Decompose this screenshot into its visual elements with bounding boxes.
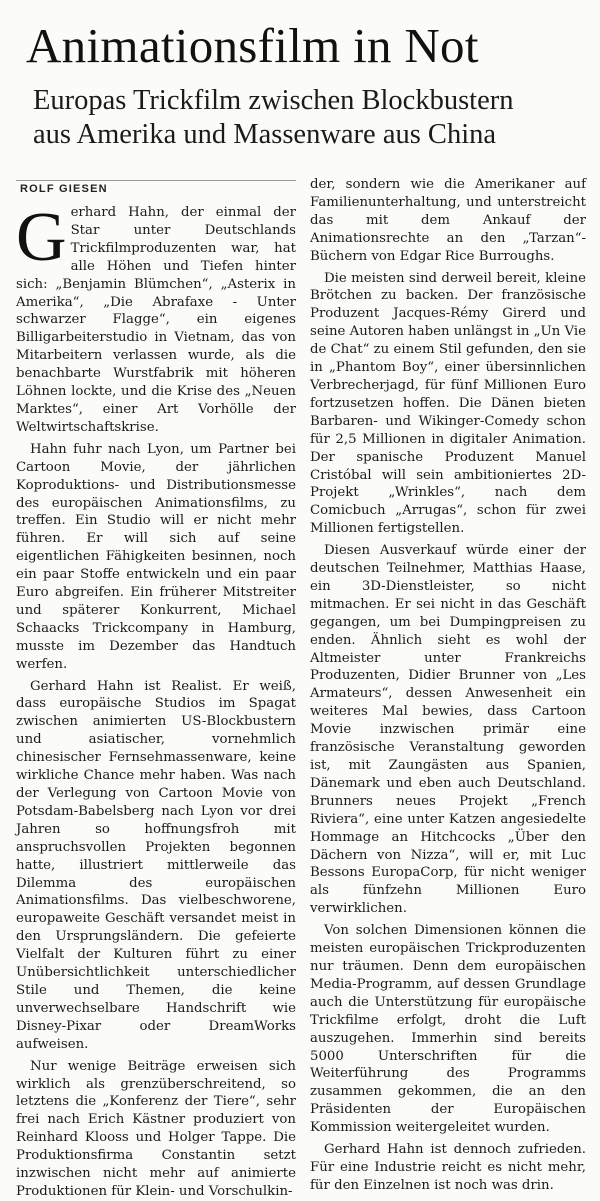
paragraph: Hahn fuhr nach Lyon, um Partner bei Cartoon Movie, der jährlichen Koproduktions- und Distributionsmesse des europäischen Animationsfilms, zu treffen. Ein Studio will er nicht mehr führen. Er will sich auf seine eigentlichen Fähigkeiten besinnen, noch ein paar Stoffe entwickeln und ein paar Euro abgreifen. Ein früherer Mitstreiter und späterer Konkurrent, Michael Schaacks Trickcompany in Hamburg, musste im Dezember das Handtuch werfen. [16,441,296,672]
column-text-left [16,199,296,1201]
paragraph-text: erhard Hahn, der einmal der Star unter Deutschlands Trickfilmproduzenten war, hat alle Höhen und Tiefen hinter sich: „Benjamin Blümchen“, „Asterix in Amerika“, „Die Abrafaxe - Unter schwarzer Flagge“, ein eigenes Billigarbeiterstudio in Vietnam, das von Mitarbeitern verlassen wurde, als die benachbarte Wurstfabrik mit höheren Löhnen lockte, und die Krise des „Neuen Marktes“, einer Art Vorhölle der Weltwirtschaftskrise. [16,205,296,435]
paragraph: Von solchen Dimensionen können die meisten europäischen Trickproduzenten nur träumen. Denn dem europäischen Media-Programm, auf dessen Grundlage auch die Unterstützung für europäische Trickfilme erfolgt, droht die Luft auszugehen. Immerhin sind bereits 5000 Unterschriften für die Weiterführung des Programms zusammen gekommen, die an den Präsidenten der Europäischen Kommission weitergeleitet wurden. [310,923,586,1136]
article-column-right [310,176,586,1195]
paragraph: Die meisten sind derweil bereit, kleine Brötchen zu backen. Der französische Produzent Jacques-Rémy Girerd und seine Autoren haben unlängst in „Un Vie de Chat“ zu einem Stil gefunden, den sie in „Phantom Boy“, einer übersinnlichen Verbrecherjagd, für fünf Millionen Euro fortzusetzen hoffen. Die Dänen bieten Barbaren- und Wikinger-Comedy schon für 2,5 Millionen in digitaler Animation. Der spanische Produzent Manuel Cristóbal will sein ambitioniertes 2D-Projekt „Wrinkles“, nach dem Comicbuch „Arrugas“, schon für zwei Millionen fertigstellen. [310,270,586,537]
paragraph: Diesen Ausverkauf würde einer der deutschen Teilnehmer, Matthias Haase, ein 3D-Dienstleister, so nicht mitmachen. Er sei nicht in das Geschäft gegangen, um bei Dumpingpreisen zu enden. Ähnlich sieht es wohl der Altmeister unter Frankreichs Produzenten, Didier Brunner von „Les Armateurs“, dessen Anwesenheit ein weiteres Mal bewies, dass Cartoon Movie inzwischen primär eine französische Veranstaltung geworden ist, mit Zaungästen aus Spanien, Dänemark und eben auch Deutschland. Brunners neues Projekt „French Riviera“, eine unter Katzen angesiedelte Hommage an Hitchcocks „Über den Dächern von Nizza“, will er, mit Luc Bessons EuropaCorp, für nicht weniger als fünfzehn Millionen Euro verwirklichen. [310,543,586,917]
author-byline: ROLF GIESEN [20,183,108,195]
paragraph: Nur wenige Beiträge erweisen sich wirklich als grenzüberschreitend, so letztens die „Konferenz der Tiere“, sehr frei nach Erich Kästner produziert von Reinhard Klooss und Holger Tappe. Die Produktionsfirma Constantin setzt inzwischen nicht mehr auf animierte Produktionen für Klein- und Vorschulkin- [16,1058,296,1199]
byline-rule [16,180,296,181]
headline: Animationsfilm in Not [26,18,479,73]
paragraph [16,199,296,437]
paragraph: Gerhard Hahn ist Realist. Er weiß, dass europäische Studios im Spagat zwischen animierten US-Blockbustern und asiatischer, vornehmlich chinesischer Fernsehmassenware, keine wirkliche Chance mehr haben. Was nach der Verlegung von Cartoon Movie von Potsdam-Babelsberg nach Lyon vor drei Jahren so hoffnungsfroh mit anspruchsvollen Projekten begonnen hatte, illustriert mittlerweile das Dilemma des europäischen Animationsfilms. Das vielbeschworene, europaweite Geschäft versandet meist in den Ursprungsländern. Die gefeierte Vielfalt der Kulturen führt zu einer Unübersichtlichkeit unterschiedlicher Stile und Themen, die keine unverwechselbare Handschrift wie Disney-Pixar oder DreamWorks aufweisen. [16,678,296,1052]
paragraph: Gerhard Hahn ist dennoch zufrieden. Für eine Industrie reicht es nicht mehr, für den Einzelnen ist noch was drin. [310,1142,586,1193]
drop-cap: G [16,199,67,276]
subheadline-line-2: aus Amerika und Massenware aus China [33,119,497,150]
subheadline [33,84,513,152]
subheadline-line-1: Europas Trickfilm zwischen Blockbustern [33,85,514,116]
column-text-right [310,176,586,1195]
paragraph: der, sondern wie die Amerikaner auf Familienunterhaltung, und unterstreicht das mit dem Ankauf der Animationsrechte an den „Tarzan“-Büchern von Edgar Rice Burroughs. [310,177,586,264]
